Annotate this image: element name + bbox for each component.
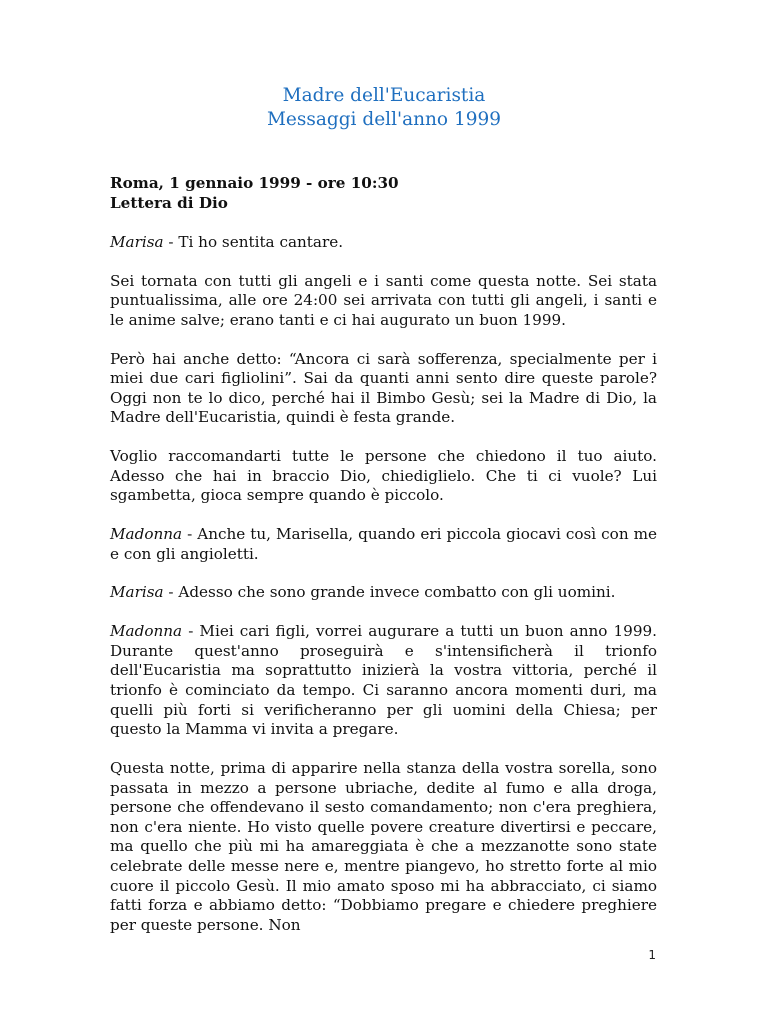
- paragraph-7: [110, 622, 657, 740]
- paragraph-8: [110, 759, 657, 935]
- page-number: 1: [648, 948, 656, 962]
- document-title: [0, 84, 768, 132]
- speaker-label: Marisa: [110, 583, 164, 602]
- paragraph-text: Voglio raccomandarti tutte le persone che chiedono il tuo aiuto. Adesso che hai in braccio Dio, chiediglielo. Che ti ci vuole? Lui sgambetta, gioca sempre quando è piccolo.: [110, 447, 657, 505]
- paragraph-5: [110, 525, 657, 564]
- title-line-2: Messaggi dell'anno 1999: [266, 109, 502, 130]
- speaker-label: Madonna: [110, 622, 183, 641]
- paragraph-6: [110, 583, 657, 603]
- paragraph-text: - Anche tu, Marisella, quando eri piccola giocavi così con me e con gli angioletti.: [110, 525, 657, 563]
- title-line-1: Madre dell'Eucaristia: [282, 85, 486, 106]
- entry-heading: [110, 174, 657, 213]
- entry-date: Roma, 1 gennaio 1999 - ore 10:30: [110, 174, 399, 192]
- paragraph-text: Sei tornata con tutti gli angeli e i santi come questa notte. Sei stata puntualissima, alle ore 24:00 sei arrivata con tutti gli angeli, i santi e le anime salve; erano tanti e ci hai augurato un buon 1999.: [110, 271, 657, 329]
- paragraph-1: [110, 233, 657, 253]
- speaker-label: Madonna: [110, 525, 183, 544]
- paragraph-4: [110, 447, 657, 506]
- paragraph-text: - Ti ho sentita cantare.: [163, 232, 344, 251]
- paragraph-2: [110, 272, 657, 331]
- document-body: [110, 174, 657, 955]
- paragraph-3: [110, 350, 657, 428]
- paragraph-text: Però hai anche detto: “Ancora ci sarà sofferenza, specialmente per i miei due cari figliolini”. Sai da quanti anni sento dire queste parole? Oggi non te lo dico, perché hai il Bimbo Gesù; sei la Madre di Dio, la Madre dell'Eucaristia, quindi è festa grande.: [110, 349, 657, 427]
- speaker-label: Marisa: [110, 232, 164, 251]
- paragraph-text: Questa notte, prima di apparire nella stanza della vostra sorella, sono passata in mezzo a persone ubriache, dedite al fumo e alla droga, persone che offendevano il sesto comandamento; non c'era preghiera, non c'era niente. Ho visto quelle povere creature divertirsi e peccare, ma quello che più mi ha amareggiata è che a mezzanotte sono state celebrate delle messe nere e, mentre piangevo, ho stretto forte al mio cuore il piccolo Gesù. Il mio amato sposo mi ha abbracciato, ci siamo fatti forza e abbiamo detto: “Dobbiamo pregare e chiedere preghiere per queste persone. Non: [110, 758, 657, 934]
- paragraph-text: - Miei cari figli, vorrei augurare a tutti un buon anno 1999. Durante quest'anno proseguirà e s'intensificherà il trionfo dell'Eucaristia ma soprattutto inizierà la vostra vittoria, perché il trionfo è cominciato da tempo. Ci saranno ancora momenti duri, ma quelli più forti si verificheranno per gli uomini della Chiesa; per questo la Mamma vi invita a pregare.: [110, 622, 657, 739]
- entry-subtitle: Lettera di Dio: [110, 193, 228, 212]
- paragraph-text: - Adesso che sono grande invece combatto con gli uomini.: [163, 583, 616, 602]
